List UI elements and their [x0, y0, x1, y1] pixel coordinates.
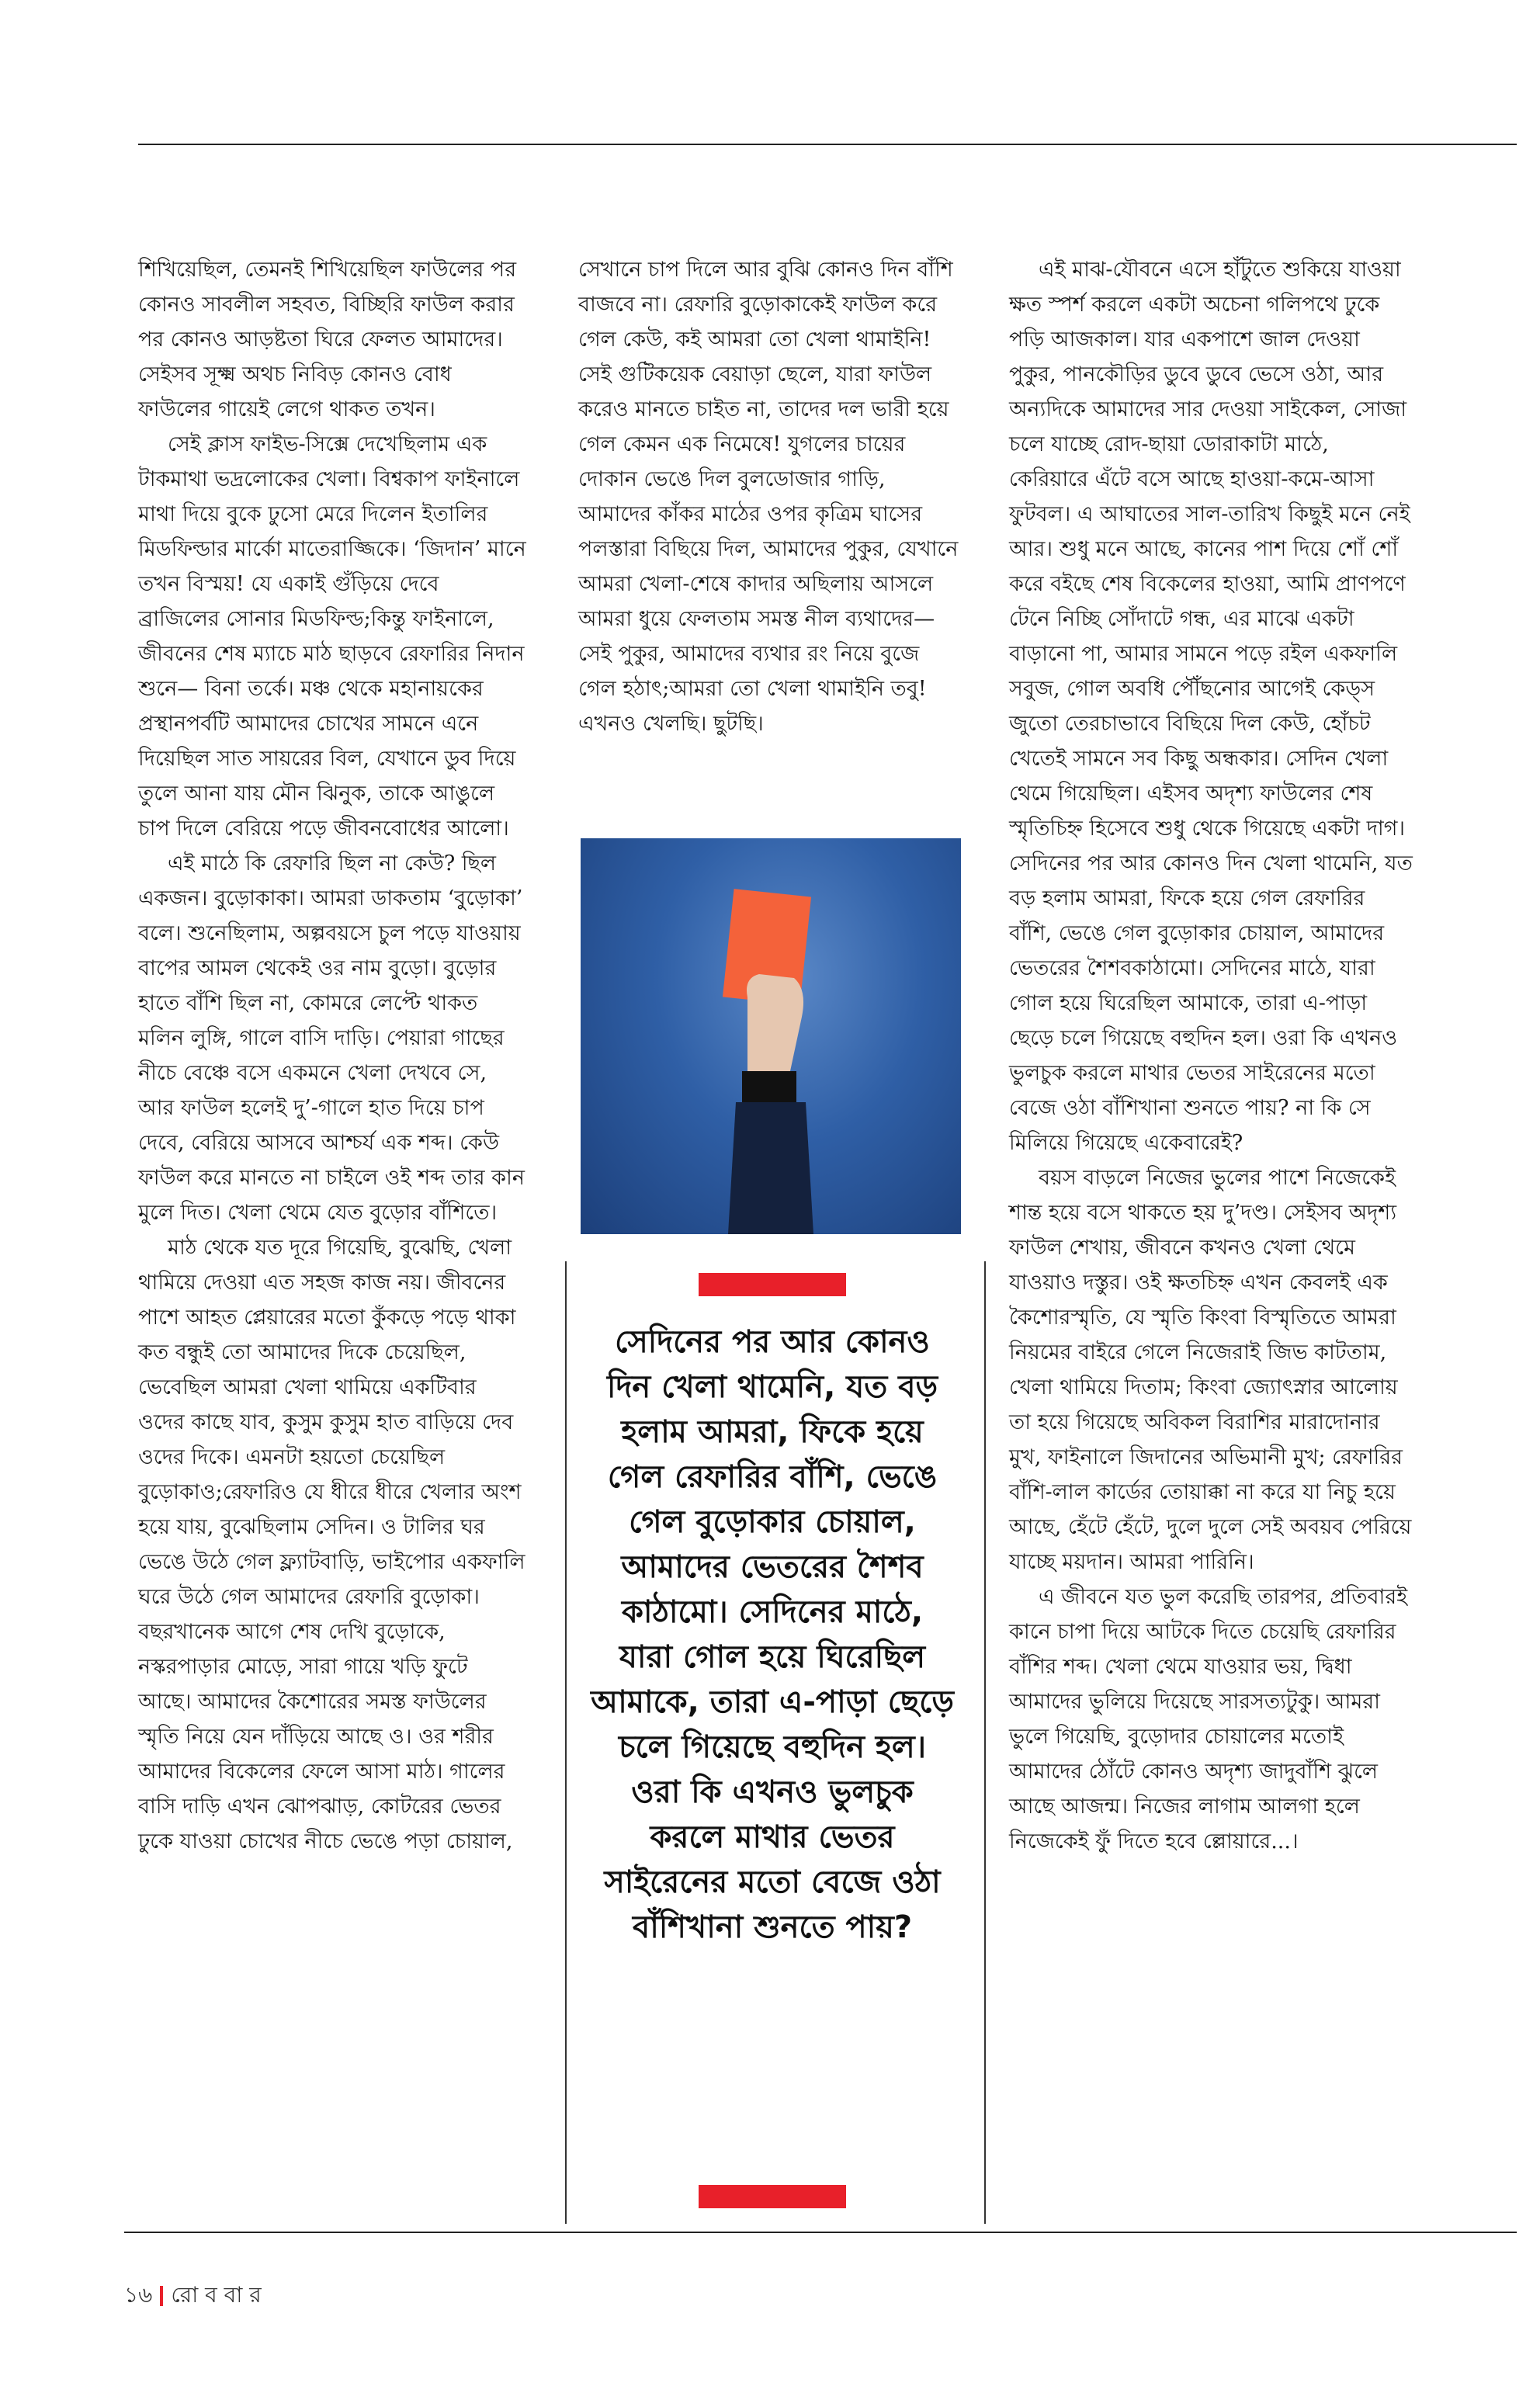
paragraph: সেই ক্লাস ফাইভ-সিক্সে দেখেছিলাম এক টাকমাথা ভদ্রলোকের খেলা। বিশ্বকাপ ফাইনালে মাথা দিয়ে বুকে ঢুসো মেরে দিলেন ইতালির মিডফিল্ডার মার্কো মাতেরাজ্জিকে। ‘জিদান’ মানে তখন বিস্ময়! যে একাই গুঁড়িয়ে দেবে ব্রাজিলের সোনার মিডফিল্ড;কিন্তু ফাইনালে, জীবনের শেষ ম্যাচে মাঠ ছাড়বে রেফারির নিদান শুনে— বিনা তর্কে। মঞ্চ থেকে মহানায়কের প্রস্থানপর্বটি আমাদের চোখের সামনে এনে দিয়েছিল সাত সায়রের বিল, যেখানে ডুব দিয়ে তুলে আনা যায় মৌন ঝিনুক, তাকে আঙুলে চাপ দিলে বেরিয়ে পড়ে জীবনবোধের আলো।: [138, 432, 526, 841]
footer-divider: [160, 2286, 163, 2306]
paragraph: বয়স বাড়লে নিজের ভুলের পাশে নিজেকেই শান্ত হয়ে বসে থাকতে হয় দু’দণ্ড। সেইসব অদৃশ্য ফাউল শেখায়, জীবনে কখনও খেলা থেমে যাওয়াও দস্তুর। ওই ক্ষতচিহ্ন এখন কেবলই এক কৈশোরস্মৃতি, যে স্মৃতি কিংবা বিস্মৃতিতে আমরা নিয়মের বাইরে গেলে নিজেরাই জিভ কাটতাম, খেলা থামিয়ে দিতাম; কিংবা জ্যোৎস্নার আলোয় তা হয়ে গিয়েছে অবিকল বিরাশির মারাদোনার মুখ, ফাইনালে জিদানের অভিমানী মুখ; রেফারির বাঁশি-লাল কার্ডের তোয়াক্কা না করে যা নিচু হয়ে আছে, হেঁটে হেঁটে, দুলে দুলে সেই অবয়ব পেরিয়ে যাচ্ছে ময়দান। আমরা পারিনি।: [1009, 1166, 1412, 1574]
bottom-rule: [124, 2232, 1517, 2233]
pull-quote: সেদিনের পর আর কোনও দিন খেলা থামেনি, যত বড় হলাম আমরা, ফিকে হয়ে গেল রেফারির বাঁশি, ভেঙে গেল বুড়োকার চোয়াল, আমাদের ভেতরের শৈশব কাঠামো। সেদিনের মাঠে, যারা গোল হয়ে ঘিরেছিল আমাকে, তারা এ-পাড়া ছেড়ে চলে গিয়েছে বহুদিন হল। ওরা কি এখনও ভুলচুক করলে মাথার ভেতর সাইরেনের মতো বেজে ওঠা বাঁশিখানা শুনতে পায়?: [591, 1324, 954, 1945]
magazine-name: রো ব বা র: [171, 2282, 262, 2308]
page-number: ১৬: [124, 2282, 153, 2308]
referee-hand-red-card-icon: [581, 838, 961, 1234]
red-card-photo: [581, 838, 961, 1234]
paragraph: সেখানে চাপ দিলে আর বুঝি কোনও দিন বাঁশি বাজবে না। রেফারি বুড়োকাকেই ফাউল করে গেল কেউ, কই আমরা তো খেলা থামাইনি! সেই গুটিকয়েক বেয়াড়া ছেলে, যারা ফাউল করেও মানতে চাইত না, তাদের দল ভারী হয়ে গেল কেমন এক নিমেষে! যুগলের চায়ের দোকান ভেঙে দিল বুলডোজার গাড়ি, আমাদের কাঁকর মাঠের ওপর কৃত্রিম ঘাসের পলস্তারা বিছিয়ে দিল, আমাদের পুকুর, যেখানে আমরা খেলা-শেষে কাদার অছিলায় আসলে আমরা ধুয়ে ফেলতাম সমস্ত নীল ব্যথাদের— সেই পুকুর, আমাদের ব্যথার রং নিয়ে বুজে গেল হঠাৎ;আমরা তো খেলা থামাইনি তবু! এখনও খেলছি। ছুটছি।: [578, 258, 959, 736]
pull-quote-top-bar: [699, 1273, 846, 1296]
paragraph: এই মাঠে কি রেফারি ছিল না কেউ? ছিল একজন। বুড়োকাকা। আমরা ডাকতাম ‘বুড়োকা’ বলে। শুনেছিলাম, অল্পবয়সে চুল পড়ে যাওয়ায় বাপের আমল থেকেই ওর নাম বুড়ো। বুড়োর হাতে বাঁশি ছিল না, কোমরে লেপ্টে থাকত মলিন লুঙ্গি, গালে বাসি দাড়ি। পেয়ারা গাছের নীচে বেঞ্চে বসে একমনে খেলা দেখবে সে, আর ফাউল হলেই দু’-গালে হাত দিয়ে চাপ দেবে, বেরিয়ে আসবে আশ্চর্য এক শব্দ। কেউ ফাউল করে মানতে না চাইলে ওই শব্দ তার কান মুলে দিত। খেলা থেমে যেত বুড়োর বাঁশিতে।: [138, 851, 525, 1225]
pull-quote-bottom-bar: [699, 2185, 846, 2208]
paragraph: শিখিয়েছিল, তেমনই শিখিয়েছিল ফাউলের পর কোনও সাবলীল সহবত, বিচ্ছিরি ফাউল করার পর কোনও আড়ষ্টতা ঘিরে ফেলত আমাদের। সেইসব সূক্ষ্ম অথচ নিবিড় কোনও বোধ ফাউলের গায়েই লেগে থাকত তখন।: [138, 258, 517, 421]
top-rule: [138, 144, 1517, 145]
column-divider: [984, 1261, 986, 2224]
paragraph: মাঠ থেকে যত দূরে গিয়েছি, বুঝেছি, খেলা থামিয়ে দেওয়া এত সহজ কাজ নয়। জীবনের পাশে আহত প্লেয়ারের মতো কুঁকড়ে পড়ে থাকা কত বন্ধুই তো আমাদের দিকে চেয়েছিল, ভেবেছিল আমরা খেলা থামিয়ে একটিবার ওদের কাছে যাব, কুসুম কুসুম হাত বাড়িয়ে দেব ওদের দিকে। এমনটা হয়তো চেয়েছিল বুড়োকাও;রেফারিও যে ধীরে ধীরে খেলার অংশ হয়ে যায়, বুঝেছিলাম সেদিন। ও টালির ঘর ভেঙে উঠে গেল ফ্ল্যাটবাড়ি, ভাইপোর একফালি ঘরে উঠে গেল আমাদের রেফারি বুড়োকা। বছরখানেক আগে শেষ দেখি বুড়োকে, নস্করপাড়ার মোড়ে, সারা গায়ে খড়ি ফুটে আছে। আমাদের কৈশোরের সমস্ত ফাউলের স্মৃতি নিয়ে যেন দাঁড়িয়ে আছে ও। ওর শরীর আমাদের বিকেলের ফেলে আসা মাঠ। গালের বাসি দাড়ি এখন ঝোপঝাড়, কোটরের ভেতর ঢুকে যাওয়া চোখের নীচে ভেঙে পড়া চোয়াল,: [138, 1236, 525, 1854]
paragraph: এ জীবনে যত ভুল করেছি তারপর, প্রতিবারই কানে চাপা দিয়ে আটকে দিতে চেয়েছি রেফারির বাঁশির শব্দ। খেলা থেমে যাওয়ার ভয়, দ্বিধা আমাদের ভুলিয়ে দিয়েছে সারসত্যটুকু। আমরা ভুলে গিয়েছি, বুড়োদার চোয়ালের মতোই আমাদের ঠোঁটে কোনও অদৃশ্য জাদুবাঁশি ঝুলে আছে আজন্ম। নিজের লাগাম আলগা হলে নিজেকেই ফুঁ দিতে হবে ল্লোয়ারে...।: [1009, 1585, 1408, 1854]
column-3: [1009, 252, 1413, 1859]
page-footer: [124, 2278, 262, 2315]
paragraph: এই মাঝ-যৌবনে এসে হাঁটুতে শুকিয়ে যাওয়া ক্ষত স্পর্শ করলে একটা অচেনা গলিপথে ঢুকে পড়ি আজকাল। যার একপাশে জাল দেওয়া পুকুর, পানকৌড়ির ডুবে ডুবে ভেসে ওঠা, আর অন্যদিকে আমাদের সার দেওয়া সাইকেল, সোজা চলে যাচ্ছে রোদ-ছায়া ডোরাকাটা মাঠে, কেরিয়ারে এঁটে বসে আছে হাওয়া-কমে-আসা ফুটবল। এ আঘাতের সাল-তারিখ কিছুই মনে নেই আর। শুধু মনে আছে, কানের পাশ দিয়ে শোঁ শোঁ করে বইছে শেষ বিকেলের হাওয়া, আমি প্রাণপণে টেনে নিচ্ছি সোঁদাটে গন্ধ, এর মাঝে একটা বাড়ানো পা, আমার সামনে পড়ে রইল একফালি সবুজ, গোল অবধি পৌঁছনোর আগেই কেড্‌স জুতো তেরচাভাবে বিছিয়ে দিল কেউ, হোঁচট খেতেই সামনে সব কিছু অন্ধকার। সেদিন খেলা থেমে গিয়েছিল। এইসব অদৃশ্য ফাউলের শেষ স্মৃতিচিহ্ন হিসেবে শুধু থেকে গিয়েছে একটা দাগ। সেদিনের পর আর কোনও দিন খেলা থামেনি, যত বড় হলাম আমরা, ফিকে হয়ে গেল রেফারির বাঁশি, ভেঙে গেল বুড়োকার চোয়াল, আমাদের ভেতরের শৈশবকাঠামো। সেদিনের মাঠে, যারা গোল হয়ে ঘিরেছিল আমাকে, তারা এ-পাড়া ছেড়ে চলে গিয়েছে বহুদিন হল। ওরা কি এখনও ভুলচুক করলে মাথার ভেতর সাইরেনের মতো বেজে ওঠা বাঁশিখানা শুনতে পায়? না কি সে মিলিয়ে গিয়েছে একেবারেই?: [1009, 258, 1413, 1155]
column-2: [578, 252, 959, 741]
column-divider: [565, 1261, 567, 2224]
column-1: [138, 252, 526, 1859]
